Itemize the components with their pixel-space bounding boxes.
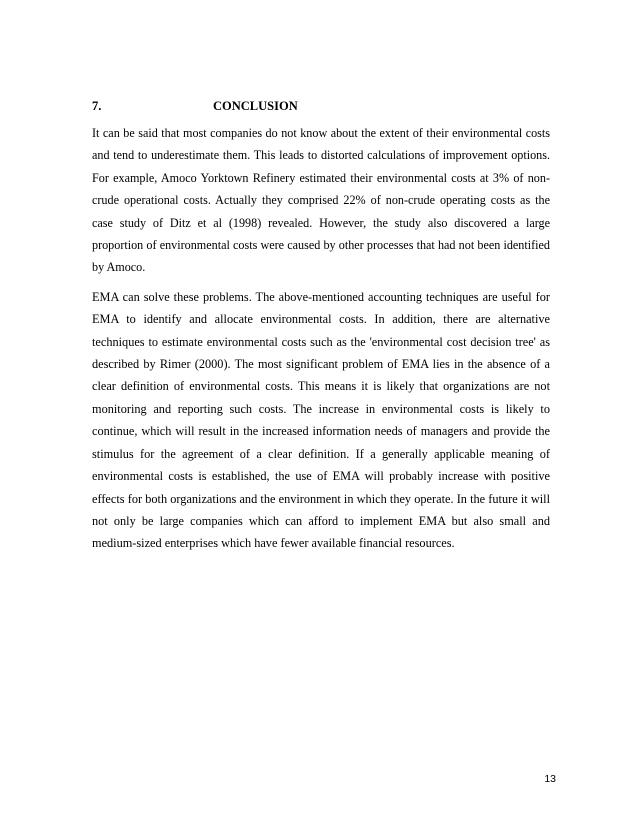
section-title: CONCLUSION xyxy=(213,99,298,113)
page-content xyxy=(92,97,550,562)
paragraph-2: EMA can solve these problems. The above-mentioned accounting techniques are useful for EMA to identify and allocate environmental costs. In addition, there are alternative techniques to estimate environmental costs such as the 'environmental cost decision tree' as described by Rimer (2000). The most significant problem of EMA lies in the absence of a clear definition of environmental costs. This means it is likely that organizations are not monitoring and reporting such costs. The increase in environmental costs is likely to continue, which will result in the increased information needs of managers and provide the stimulus for the agreement of a clear definition. If a generally applicable meaning of environmental costs is established, the use of EMA will probably increase with positive effects for both organizations and the environment in which they operate. In the future it will not only be large companies which can afford to implement EMA but also small and medium-sized enterprises which have fewer available financial resources. xyxy=(92,289,550,551)
section-heading xyxy=(92,97,550,115)
section-number: 7. xyxy=(92,99,102,113)
page-number: 13 xyxy=(544,773,556,785)
paragraph-1: It can be said that most companies do not know about the extent of their environmental costs and tend to underestimate them. This leads to distorted calculations of improvement options. For example, Amoco Yorktown Refinery estimated their environmental costs at 3% of non-crude operational costs. Actually they comprised 22% of non-crude operating costs as the case study of Ditz et al (1998) revealed. However, the study also discovered a large proportion of environmental costs were caused by other processes that had not been identified by Amoco. xyxy=(92,126,550,275)
